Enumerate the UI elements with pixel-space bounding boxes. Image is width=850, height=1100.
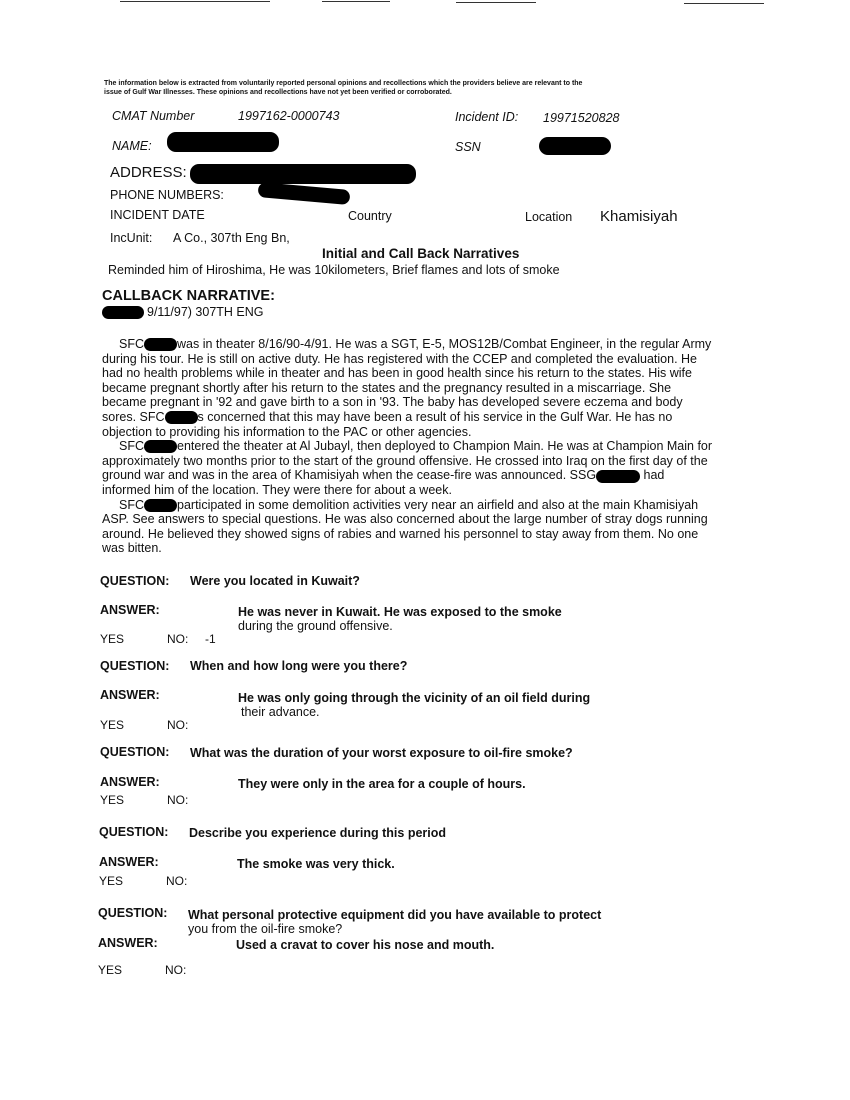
name-redaction: [167, 132, 279, 152]
yes-label: YES: [100, 718, 125, 732]
cmat-value: 1997162-0000743: [238, 109, 340, 123]
name-redaction-inline: [165, 411, 198, 424]
yes-label: YES: [99, 874, 124, 888]
no-label: NO:: [167, 718, 189, 732]
ssn-label: SSN: [455, 140, 481, 154]
no-label: NO:: [167, 632, 189, 646]
yes-label: YES: [100, 793, 125, 807]
name-redaction-inline: [596, 470, 640, 483]
answer-text: Used a cravat to cover his nose and mouth.: [236, 938, 495, 952]
callback-paragraph-3: [102, 498, 714, 556]
answer-text: He was only going through the vicinity of an oil field during: [238, 691, 591, 705]
paragraph-2-text: entered the theater at Al Jubayl, then deployed to Champion Main. He was at Champion Main for approximately two months prior to the start of the ground offensive. He crossed into Iraq on the first day of the ground war and was in the area of Khamisiyah when the cease-fire was announced. SSG: [102, 439, 713, 483]
question-text-line-2: you from the oil-fire smoke?: [188, 922, 343, 936]
answer-label: ANSWER:: [100, 603, 160, 617]
name-redaction-inline: [144, 440, 177, 453]
paragraph-1-text-cont: s concerned that this may have been a result of his service in the Gulf War. He has no objection to providing his information to the PAC or other agencies.: [102, 409, 673, 439]
answer-text-line-2: their advance.: [241, 705, 320, 719]
rank-text: SFC: [119, 497, 144, 512]
callback-title: CALLBACK NARRATIVE:: [102, 288, 275, 304]
answer-text: They were only in the area for a couple of hours.: [238, 777, 526, 791]
address-redaction: [190, 164, 416, 184]
question-text: When and how long were you there?: [190, 659, 408, 673]
incident-date-label: INCIDENT DATE: [110, 208, 205, 222]
name-redaction-inline: [144, 338, 177, 351]
callback-date-redaction: [102, 306, 144, 319]
top-rule-4: [684, 3, 764, 4]
yes-label: YES: [100, 632, 125, 646]
narratives-title: Initial and Call Back Narratives: [322, 246, 520, 261]
location-label: Location: [525, 210, 573, 224]
name-label: NAME:: [112, 139, 152, 153]
answer-label: ANSWER:: [100, 775, 160, 789]
paragraph-1-text: was in theater 8/16/90-4/91. He was a SGT, E-5, MOS12B/Combat Engineer, in the regular Army during his tour. He is still on active duty. He has registered with the CCEP and completed the evaluation. He had no health problems while in theater and has been in good health since his return to the states. His wife became pregnant shortly after his return to the states and the pregnancy resulted in a miscarriage. She became pregnant in '92 and gave birth to a son in '93. The baby has developed severe eczema and body sores. SFC: [102, 337, 712, 424]
question-label: QUESTION:: [100, 574, 170, 588]
callback-paragraph-1: [102, 337, 714, 439]
top-rule-3: [456, 2, 536, 3]
paragraph-2-text-cont: had informed him of the location. They were there for about a week.: [102, 468, 665, 497]
phone-label: PHONE NUMBERS:: [110, 188, 224, 202]
incunit-value: A Co., 307th Eng Bn,: [173, 231, 290, 245]
cmat-label: CMAT Number: [112, 109, 195, 123]
disclaimer-line-1: The information below is extracted from voluntarily reported personal opinions and recollections which the providers believe are relevant to the: [104, 80, 583, 87]
answer-label: ANSWER:: [99, 855, 159, 869]
rank-text: SFC: [119, 439, 144, 454]
callback-paragraph-2: [102, 439, 714, 497]
question-label: QUESTION:: [99, 825, 169, 839]
answer-label: ANSWER:: [98, 936, 158, 950]
no-label: NO:: [166, 874, 188, 888]
question-label: QUESTION:: [98, 906, 168, 920]
incident-id-value: 19971520828: [543, 111, 620, 125]
question-text: What was the duration of your worst exposure to oil-fire smoke?: [190, 746, 573, 760]
no-value: -1: [205, 632, 216, 646]
address-label: ADDRESS:: [110, 164, 187, 181]
initial-narrative: Reminded him of Hiroshima, He was 10kilometers, Brief flames and lots of smoke: [108, 263, 560, 277]
paragraph-3-text: participated in some demolition activities very near an airfield and also at the main Khamisiyah ASP. See answers to special questions. He was also concerned about the large number of stray dogs running around. He believed they showed signs of rabies and warned his personnel to stay away from them. No one was bitten.: [102, 497, 708, 556]
question-text: Describe you experience during this period: [189, 826, 447, 840]
no-label: NO:: [167, 793, 189, 807]
rank-text: SFC: [119, 337, 144, 351]
answer-text-line-2: during the ground offensive.: [238, 619, 393, 633]
name-redaction-inline: [144, 499, 177, 512]
top-rule-2: [322, 1, 390, 2]
country-label: Country: [348, 209, 392, 223]
answer-text: The smoke was very thick.: [237, 857, 395, 871]
answer-text: He was never in Kuwait. He was exposed to the smoke: [238, 605, 562, 619]
question-text: What personal protective equipment did you have available to protect: [188, 908, 602, 922]
yes-label: YES: [98, 963, 123, 977]
answer-label: ANSWER:: [100, 688, 160, 702]
question-label: QUESTION:: [100, 659, 170, 673]
incident-id-label: Incident ID:: [455, 110, 519, 124]
top-rule-1: [120, 1, 270, 2]
phone-redaction: [258, 182, 351, 205]
question-text: Were you located in Kuwait?: [190, 574, 360, 588]
callback-narrative: [102, 337, 714, 556]
no-label: NO:: [165, 963, 187, 977]
callback-date-line: 9/11/97) 307TH ENG: [147, 305, 264, 319]
question-label: QUESTION:: [100, 745, 170, 759]
disclaimer-line-2: issue of Gulf War Illnesses. These opinions and recollections have not yet been verified or corroborated.: [104, 89, 452, 96]
location-value: Khamisiyah: [600, 208, 678, 225]
incunit-label: IncUnit:: [110, 231, 153, 245]
ssn-redaction: [539, 137, 611, 155]
